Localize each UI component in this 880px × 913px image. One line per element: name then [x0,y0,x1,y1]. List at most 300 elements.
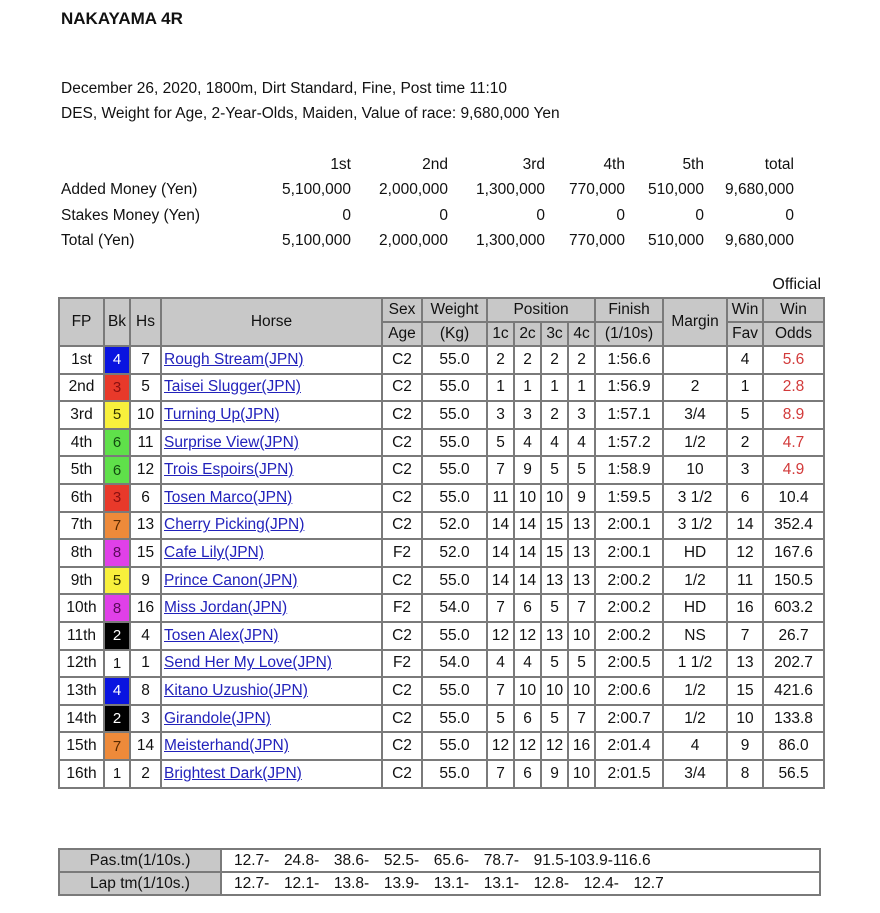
result-row [59,594,824,622]
horse-number: 4 [130,622,161,650]
position-4c: 5 [568,456,595,484]
finish-position: 11th [59,622,104,650]
margin: 1/2 [663,429,727,457]
header-finish[interactable]: Finish [595,298,663,322]
position-4c: 3 [568,401,595,429]
horse-number: 16 [130,594,161,622]
horse-name-link[interactable]: Rough Stream(JPN) [164,350,304,368]
sex-age: C2 [382,567,422,595]
horse-name-link[interactable]: Cherry Picking(JPN) [164,516,305,534]
header-age[interactable]: Age [382,322,422,346]
bracket-number: 2 [104,622,130,650]
position-1c: 7 [487,456,514,484]
win-odds: 603.2 [763,594,824,622]
header-finish-unit[interactable]: (1/10s) [595,322,663,346]
prize-value: 5,100,000 [282,181,351,199]
finish-time: 2:00.6 [595,677,663,705]
horse-number: 11 [130,429,161,457]
weight: 55.0 [422,429,487,457]
weight: 55.0 [422,705,487,733]
prize-header-1st: 1st [330,155,351,173]
position-4c: 1 [568,374,595,402]
horse-number: 10 [130,401,161,429]
margin: 1 1/2 [663,650,727,678]
finish-time: 1:57.2 [595,429,663,457]
position-3c: 10 [541,677,568,705]
win-favorite: 6 [727,484,763,512]
bracket-number: 7 [104,512,130,540]
prize-value: 0 [616,206,625,224]
header-margin[interactable]: Margin [663,298,727,346]
position-3c: 5 [541,650,568,678]
position-1c: 3 [487,401,514,429]
result-row [59,760,824,788]
sex-age: F2 [382,539,422,567]
horse-cell [161,484,382,512]
horse-number: 13 [130,512,161,540]
horse-cell [161,567,382,595]
results-body [59,346,824,788]
margin: NS [663,622,727,650]
finish-position: 15th [59,732,104,760]
prize-value: 9,680,000 [725,232,794,250]
header-win-odds-top[interactable]: Win [763,298,824,322]
win-favorite: 12 [727,539,763,567]
position-2c: 10 [514,677,541,705]
win-odds: 150.5 [763,567,824,595]
horse-cell [161,539,382,567]
position-2c: 1 [514,374,541,402]
position-4c: 13 [568,512,595,540]
header-odds[interactable]: Odds [763,322,824,346]
prize-header-4th: 4th [603,155,625,173]
horse-cell [161,374,382,402]
horse-cell [161,677,382,705]
lap-time-values: 12.7- 12.1- 13.8- 13.9- 13.1- 13.1- 12.8- 12.4- 12.7 [221,872,820,895]
finish-time: 1:57.1 [595,401,663,429]
bracket-number: 4 [104,346,130,374]
win-favorite: 13 [727,650,763,678]
win-odds: 2.8 [763,374,824,402]
horse-name-link[interactable]: Miss Jordan(JPN) [164,599,288,617]
weight: 52.0 [422,539,487,567]
sex-age: C2 [382,622,422,650]
header-hs[interactable]: Hs [130,298,161,346]
prize-value: 5,100,000 [282,232,351,250]
finish-time: 1:59.5 [595,484,663,512]
win-favorite: 2 [727,429,763,457]
win-favorite: 14 [727,512,763,540]
prize-header-3rd: 3rd [522,155,545,173]
bracket-number: 5 [104,401,130,429]
bracket-number: 4 [104,677,130,705]
position-2c: 14 [514,512,541,540]
position-2c: 14 [514,539,541,567]
position-3c: 5 [541,705,568,733]
position-1c: 14 [487,512,514,540]
position-1c: 4 [487,650,514,678]
finish-time: 2:00.1 [595,539,663,567]
horse-cell [161,456,382,484]
win-odds: 86.0 [763,732,824,760]
race-info-line-2: DES, Weight for Age, 2-Year-Olds, Maiden, Value of race: 9,680,000 Yen [61,105,560,122]
finish-time: 2:00.2 [595,594,663,622]
prize-value: 0 [536,206,545,224]
win-odds: 352.4 [763,512,824,540]
result-row [59,512,824,540]
horse-cell [161,705,382,733]
position-4c: 10 [568,677,595,705]
lap-time-label: Lap tm(1/10s.) [59,872,221,895]
prize-value: 510,000 [647,232,704,250]
horse-number: 2 [130,760,161,788]
prize-row-total [56,229,794,255]
sex-age: C2 [382,732,422,760]
finish-position: 7th [59,512,104,540]
win-favorite: 3 [727,456,763,484]
finish-time: 1:56.9 [595,374,663,402]
position-3c: 12 [541,732,568,760]
passing-time-label: Pas.tm(1/10s.) [59,849,221,872]
sex-age: C2 [382,512,422,540]
bracket-number: 5 [104,567,130,595]
finish-time: 2:01.5 [595,760,663,788]
horse-name-link[interactable]: Tosen Alex(JPN) [164,626,279,644]
win-odds: 4.9 [763,456,824,484]
horse-cell [161,622,382,650]
sex-age: C2 [382,760,422,788]
position-3c: 15 [541,539,568,567]
prize-header-2nd: 2nd [422,155,448,173]
position-1c: 7 [487,677,514,705]
margin: 3 1/2 [663,484,727,512]
horse-name-link[interactable]: Prince Canon(JPN) [164,571,298,589]
horse-name-link[interactable]: Taisei Slugger(JPN) [164,378,301,396]
horse-cell [161,594,382,622]
prize-value: 2,000,000 [379,181,448,199]
results-table [58,297,825,789]
horse-name-link[interactable]: Meisterhand(JPN) [164,737,289,755]
result-row [59,732,824,760]
prize-value: 510,000 [647,181,704,199]
win-favorite: 5 [727,401,763,429]
horse-cell [161,429,382,457]
position-4c: 13 [568,539,595,567]
finish-position: 10th [59,594,104,622]
bracket-number: 1 [104,760,130,788]
prize-row-label: Total (Yen) [61,232,135,250]
horse-number: 5 [130,374,161,402]
finish-position: 4th [59,429,104,457]
position-1c: 14 [487,539,514,567]
margin: HD [663,594,727,622]
prize-value: 2,000,000 [379,232,448,250]
position-2c: 6 [514,760,541,788]
horse-number: 7 [130,346,161,374]
weight: 55.0 [422,374,487,402]
passing-time-row [59,849,820,872]
header-4c[interactable]: 4c [568,322,595,346]
result-row [59,650,824,678]
result-row [59,346,824,374]
win-odds: 8.9 [763,401,824,429]
prize-header-blank [56,152,261,178]
result-row [59,677,824,705]
horse-name-link[interactable]: Girandole(JPN) [164,709,271,727]
weight: 54.0 [422,594,487,622]
horse-cell [161,650,382,678]
margin: 3/4 [663,401,727,429]
bracket-number: 7 [104,732,130,760]
finish-time: 2:00.2 [595,622,663,650]
weight: 55.0 [422,622,487,650]
finish-position: 13th [59,677,104,705]
position-1c: 12 [487,622,514,650]
position-2c: 9 [514,456,541,484]
header-horse[interactable]: Horse [161,298,382,346]
win-odds: 10.4 [763,484,824,512]
position-1c: 14 [487,567,514,595]
position-2c: 2 [514,346,541,374]
win-odds: 133.8 [763,705,824,733]
prize-value: 0 [785,206,794,224]
horse-name-link[interactable]: Brightest Dark(JPN) [164,764,302,782]
win-odds: 202.7 [763,650,824,678]
margin: 1/2 [663,705,727,733]
finish-position: 12th [59,650,104,678]
result-row [59,484,824,512]
win-favorite: 7 [727,622,763,650]
sex-age: C2 [382,429,422,457]
sex-age: C2 [382,456,422,484]
prize-row-label: Stakes Money (Yen) [61,206,201,224]
position-2c: 10 [514,484,541,512]
bracket-number: 1 [104,650,130,678]
finish-position: 9th [59,567,104,595]
position-4c: 7 [568,705,595,733]
margin: 1/2 [663,567,727,595]
lap-times-table [58,848,821,896]
finish-time: 1:58.9 [595,456,663,484]
header-win-fav-top[interactable]: Win [727,298,763,322]
horse-cell [161,760,382,788]
position-3c: 13 [541,567,568,595]
weight: 54.0 [422,650,487,678]
header-sex[interactable]: Sex [382,298,422,322]
position-1c: 11 [487,484,514,512]
sex-age: F2 [382,650,422,678]
position-2c: 3 [514,401,541,429]
prize-value: 0 [439,206,448,224]
weight: 55.0 [422,677,487,705]
position-3c: 9 [541,760,568,788]
win-favorite: 16 [727,594,763,622]
position-4c: 13 [568,567,595,595]
position-1c: 5 [487,429,514,457]
horse-name-link[interactable]: Send Her My Love(JPN) [164,654,332,672]
horse-name-link[interactable]: Cafe Lily(JPN) [164,543,264,561]
position-2c: 12 [514,622,541,650]
sex-age: C2 [382,677,422,705]
position-3c: 2 [541,346,568,374]
prize-value: 9,680,000 [725,181,794,199]
position-2c: 4 [514,429,541,457]
position-4c: 10 [568,622,595,650]
header-bk[interactable]: Bk [104,298,130,346]
result-row [59,705,824,733]
prize-value: 770,000 [568,232,625,250]
bracket-number: 8 [104,539,130,567]
win-favorite: 8 [727,760,763,788]
bracket-number: 6 [104,429,130,457]
bracket-number: 6 [104,456,130,484]
horse-cell [161,401,382,429]
prize-header-total: total [764,155,794,173]
result-row [59,539,824,567]
prize-value: 1,300,000 [476,232,545,250]
bracket-number: 3 [104,374,130,402]
finish-position: 16th [59,760,104,788]
position-2c: 6 [514,705,541,733]
finish-position: 5th [59,456,104,484]
lap-time-row [59,872,820,895]
horse-name-link[interactable]: Trois Espoirs(JPN) [164,461,294,479]
header-fp[interactable]: FP [59,298,104,346]
horse-name-link[interactable]: Tosen Marco(JPN) [164,488,293,506]
position-1c: 12 [487,732,514,760]
header-fav[interactable]: Fav [727,322,763,346]
horse-number: 12 [130,456,161,484]
horse-name-link[interactable]: Surprise View(JPN) [164,433,299,451]
header-1c[interactable]: 1c [487,322,514,346]
position-4c: 7 [568,594,595,622]
result-row [59,567,824,595]
result-row [59,401,824,429]
weight: 55.0 [422,346,487,374]
race-info-line-1: December 26, 2020, 1800m, Dirt Standard, Fine, Post time 11:10 [61,80,508,97]
finish-time: 2:00.1 [595,512,663,540]
position-3c: 5 [541,456,568,484]
win-favorite: 1 [727,374,763,402]
margin: 10 [663,456,727,484]
prize-value: 1,300,000 [476,181,545,199]
header-weight[interactable]: Weight [422,298,487,322]
position-2c: 6 [514,594,541,622]
margin: HD [663,539,727,567]
sex-age: C2 [382,401,422,429]
horse-number: 1 [130,650,161,678]
sex-age: F2 [382,594,422,622]
sex-age: C2 [382,705,422,733]
win-favorite: 4 [727,346,763,374]
margin: 1/2 [663,677,727,705]
header-3c[interactable]: 3c [541,322,568,346]
weight: 55.0 [422,732,487,760]
horse-name-link[interactable]: Turning Up(JPN) [164,405,280,423]
prize-money-table [56,152,794,254]
finish-position: 2nd [59,374,104,402]
finish-position: 3rd [59,401,104,429]
sex-age: C2 [382,346,422,374]
position-3c: 1 [541,374,568,402]
weight: 55.0 [422,484,487,512]
win-favorite: 11 [727,567,763,595]
win-favorite: 10 [727,705,763,733]
horse-name-link[interactable]: Kitano Uzushio(JPN) [164,681,308,699]
position-3c: 5 [541,594,568,622]
finish-time: 2:00.5 [595,650,663,678]
position-1c: 2 [487,346,514,374]
result-row [59,374,824,402]
position-3c: 2 [541,401,568,429]
win-odds: 167.6 [763,539,824,567]
horse-number: 15 [130,539,161,567]
weight: 55.0 [422,456,487,484]
position-2c: 14 [514,567,541,595]
margin: 3 1/2 [663,512,727,540]
margin: 2 [663,374,727,402]
weight: 55.0 [422,567,487,595]
weight: 55.0 [422,401,487,429]
margin: 3/4 [663,760,727,788]
win-odds: 5.6 [763,346,824,374]
win-odds: 421.6 [763,677,824,705]
position-2c: 4 [514,650,541,678]
position-3c: 4 [541,429,568,457]
bracket-number: 8 [104,594,130,622]
horse-cell [161,732,382,760]
bracket-number: 2 [104,705,130,733]
position-1c: 7 [487,760,514,788]
position-4c: 9 [568,484,595,512]
position-2c: 12 [514,732,541,760]
sex-age: C2 [382,374,422,402]
margin [663,346,727,374]
prize-value: 0 [695,206,704,224]
finish-position: 6th [59,484,104,512]
position-4c: 4 [568,429,595,457]
prize-row-added [56,178,794,204]
position-1c: 1 [487,374,514,402]
win-favorite: 15 [727,677,763,705]
position-4c: 5 [568,650,595,678]
result-row [59,429,824,457]
horse-number: 3 [130,705,161,733]
finish-time: 2:01.4 [595,732,663,760]
header-2c[interactable]: 2c [514,322,541,346]
result-row [59,622,824,650]
horse-number: 14 [130,732,161,760]
prize-header-5th: 5th [682,155,704,173]
result-row [59,456,824,484]
position-3c: 13 [541,622,568,650]
finish-position: 8th [59,539,104,567]
position-1c: 7 [487,594,514,622]
win-odds: 26.7 [763,622,824,650]
prize-row-stakes [56,203,794,229]
sex-age: C2 [382,484,422,512]
prize-row-label: Added Money (Yen) [61,181,198,199]
weight: 52.0 [422,512,487,540]
passing-time-values: 12.7- 24.8- 38.6- 52.5- 65.6- 78.7- 91.5-103.9-116.6 [221,849,820,872]
prize-header-row [56,152,794,178]
horse-cell [161,346,382,374]
finish-position: 14th [59,705,104,733]
header-kg[interactable]: (Kg) [422,322,487,346]
results-header-row-1 [59,298,824,322]
official-label: Official [772,276,821,293]
position-4c: 2 [568,346,595,374]
